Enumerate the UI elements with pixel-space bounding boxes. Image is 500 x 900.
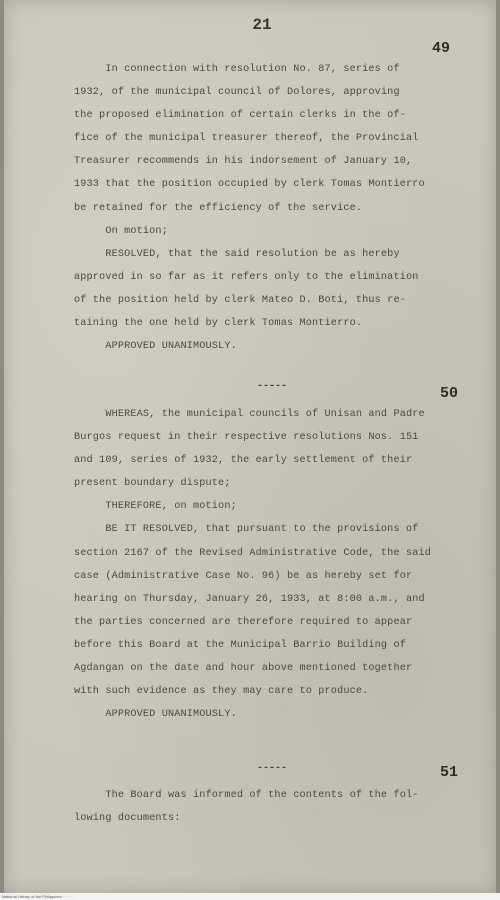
text-line: of the position held by clerk Mateo D. Boti, thus re- [74, 294, 406, 306]
text-line: The Board was informed of the contents of the fol- [74, 790, 419, 801]
text-line: BE IT RESOLVED, that pursuant to the provisions of [74, 524, 419, 536]
text-line: RESOLVED, that the said resolution be as hereby [74, 248, 400, 260]
text-line: Burgos request in their respective resolutions Nos. 151 [74, 432, 419, 444]
text-line: section 2167 of the Revised Administrative Code, the said [74, 547, 432, 559]
text-line: Agdangan on the date and hour above mentioned together [74, 663, 413, 675]
text-line: present boundary dispute; [74, 478, 231, 490]
resolution-51-text [74, 784, 474, 830]
separator: ----- [257, 381, 288, 392]
text-line: On motion; [74, 225, 168, 237]
text-line: THEREFORE, on motion; [74, 501, 237, 513]
text-line: be retained for the efficiency of the service. [74, 202, 363, 214]
text-line: the proposed elimination of certain clerks in the of- [74, 110, 406, 122]
text-line: WHEREAS, the municipal councils of Unisan and Padre [74, 409, 425, 420]
text-line: In connection with resolution No. 87, series of [74, 64, 400, 75]
resolution-50-text [74, 403, 474, 726]
text-line: hearing on Thursday, January 26, 1933, at 8:00 a.m., and [74, 593, 425, 605]
text-line: taining the one held by clerk Tomas Montierro. [74, 318, 363, 330]
resolution-number-51: 51 [440, 764, 459, 781]
text-line: approved in so far as it refers only to the elimination [74, 271, 419, 283]
text-line: before this Board at the Municipal Barrio Building of [74, 639, 406, 651]
text-line: the parties concerned are therefore required to appear [74, 616, 413, 628]
text-line: APPROVED UNANIMOUSLY. [74, 709, 237, 721]
separator: ----- [257, 763, 288, 774]
page-number: 21 [252, 16, 272, 34]
document-page [4, 0, 496, 893]
text-line: lowing documents: [74, 813, 181, 825]
text-line: with such evidence as they may care to produce. [74, 686, 369, 698]
text-line: APPROVED UNANIMOUSLY. [74, 341, 237, 353]
resolution-49-text [74, 58, 474, 358]
text-line: case (Administrative Case No. 96) be as hereby set for [74, 570, 413, 582]
resolution-number-49: 49 [432, 40, 451, 57]
scan-footer: National Library of the Philippines · · · · · [0, 893, 500, 900]
resolution-number-50: 50 [440, 385, 459, 402]
text-line: Treasurer recommends in his indorsement of January 10, [74, 156, 413, 168]
text-line: and 109, series of 1932, the early settlement of their [74, 455, 413, 467]
text-line: 1933 that the position occupied by clerk Tomas Montierro [74, 179, 425, 191]
text-line: fice of the municipal treasurer thereof, the Provincial [74, 133, 419, 145]
text-line: 1932, of the municipal council of Dolores, approving [74, 87, 400, 99]
